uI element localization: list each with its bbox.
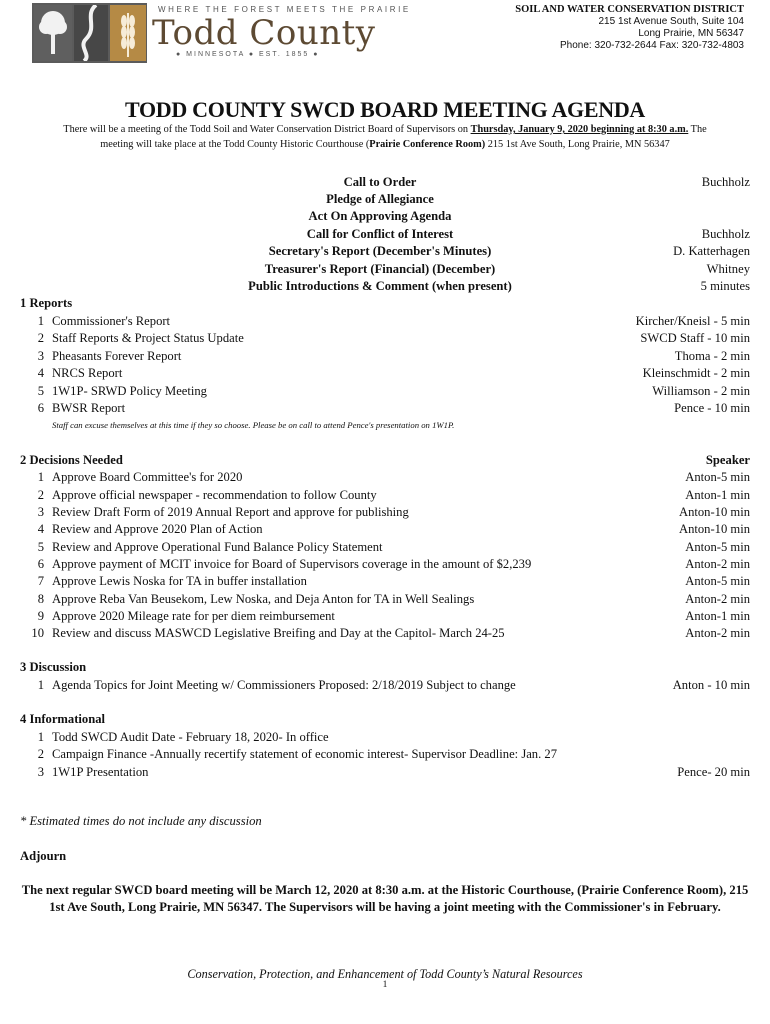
item-number: 1 [37, 314, 44, 328]
item-number: 10 [31, 626, 44, 640]
section-heading-informational: 4 Informational [20, 712, 106, 726]
opening-speaker: 5 minutes [700, 279, 750, 293]
agenda-item: Approve Reba Van Beusekom, Lew Noska, and Deja Anton for TA in Well Sealings [52, 592, 475, 606]
opening-item: Call to Order [343, 175, 417, 189]
item-number: 7 [37, 574, 44, 588]
agenda-item: Agenda Topics for Joint Meeting w/ Commissioners Proposed: 2/18/2019 Subject to change [52, 678, 516, 692]
agenda-item: Approve payment of MCIT invoice for Board of Supervisors coverage in the amount of $2,239 [52, 557, 532, 571]
intro-text: meeting will take place at the Todd County Historic Courthouse ( [100, 139, 370, 150]
speaker-heading: Speaker [705, 453, 750, 467]
item-speaker: Anton-2 min [685, 557, 750, 571]
item-speaker: Pence- 20 min [677, 765, 750, 779]
page-title: TODD COUNTY SWCD BOARD MEETING AGENDA [124, 97, 646, 122]
item-number: 4 [37, 522, 44, 536]
logo-emblem-icon [34, 5, 146, 61]
item-number: 3 [37, 349, 44, 363]
intro-line1 [20, 122, 750, 137]
org-phone-fax: Phone: 320-732-2644 Fax: 320-732-4803 [559, 40, 744, 51]
item-number: 8 [37, 592, 44, 606]
agenda-item: 1W1P Presentation [52, 765, 149, 779]
item-speaker: Anton-5 min [685, 574, 750, 588]
item-number: 3 [37, 505, 44, 519]
section-heading-discussion: 3 Discussion [20, 660, 87, 674]
item-number: 5 [37, 384, 44, 398]
item-number: 3 [37, 765, 44, 779]
opening-speaker: Buchholz [701, 175, 750, 189]
item-speaker: Anton-10 min [678, 522, 750, 536]
item-number: 6 [37, 401, 44, 415]
item-speaker: Anton-1 min [685, 488, 750, 502]
agenda-item: Approve official newspaper - recommendation to follow County [52, 488, 377, 502]
org-address-line2: Long Prairie, MN 56347 [638, 28, 744, 39]
agenda-item: Review and Approve Operational Fund Balance Policy Statement [52, 540, 383, 554]
estimated-times-note: * Estimated times do not include any discussion [20, 814, 262, 828]
agenda-item: BWSR Report [52, 401, 126, 415]
item-number: 1 [37, 730, 44, 744]
item-speaker: Kleinschmidt - 2 min [642, 366, 750, 380]
meeting-room: Prairie Conference Room) [369, 139, 486, 150]
item-number: 2 [37, 488, 44, 502]
opening-item: Pledge of Allegiance [326, 192, 434, 206]
item-number: 5 [37, 540, 44, 554]
item-speaker: Pence - 10 min [674, 401, 750, 415]
agenda-item: Approve 2020 Mileage rate for per diem reimbursement [52, 609, 335, 623]
agenda-item: Review Draft Form of 2019 Annual Report and approve for publishing [52, 505, 409, 519]
item-speaker: Kircher/Kneisl - 5 min [635, 314, 750, 328]
opening-item: Call for Conflict of Interest [306, 227, 454, 241]
item-speaker: Anton-2 min [685, 626, 750, 640]
agenda-item: NRCS Report [52, 366, 123, 380]
page-number: 1 [382, 980, 388, 990]
item-speaker: Anton-1 min [685, 609, 750, 623]
meeting-date: Thursday, January 9, 2020 beginning at 8:30 a.m. [470, 124, 689, 135]
opening-speaker: D. Katterhagen [673, 244, 750, 258]
logo-tagline: WHERE THE FOREST MEETS THE PRAIRIE [158, 5, 411, 14]
opening-speaker: Buchholz [701, 227, 750, 241]
item-speaker: Thoma - 2 min [674, 349, 750, 363]
opening-item: Public Introductions & Comment (when present) [248, 279, 512, 293]
opening-item: Act On Approving Agenda [308, 209, 452, 223]
intro-text: 215 1st Ave South, Long Prairie, MN 56347 [485, 139, 670, 150]
agenda-item: Approve Board Committee's for 2020 [52, 470, 243, 484]
org-address-line1: 215 1st Avenue South, Suite 104 [598, 16, 744, 27]
opening-item: Secretary's Report (December's Minutes) [268, 244, 492, 258]
agenda-item: Staff Reports & Project Status Update [52, 331, 244, 345]
item-number: 4 [37, 366, 44, 380]
reports-note: Staff can excuse themselves at this time if they so choose. Please be on call to attend Pence's presentation on 1W1P. [52, 420, 455, 430]
item-speaker: Anton-5 min [685, 540, 750, 554]
agenda-item: Campaign Finance -Annually recertify statement of economic interest- Supervisor Deadline: Jan. 27 [52, 747, 557, 761]
agenda-item: Review and Approve 2020 Plan of Action [52, 522, 263, 536]
intro-text: The [688, 124, 707, 135]
item-speaker: SWCD Staff - 10 min [640, 331, 750, 345]
logo-subline: ● MINNESOTA ● EST. 1855 ● [176, 51, 320, 58]
intro-text: There will be a meeting of the Todd Soil and Water Conservation District Board of Supervisors on [63, 124, 471, 135]
item-speaker: Anton-2 min [685, 592, 750, 606]
agenda-item: Pheasants Forever Report [52, 349, 182, 363]
next-meeting-notice: The next regular SWCD board meeting will be March 12, 2020 at 8:30 a.m. at the Historic Courthouse, (Prairie Conference Room), 215 1st Ave South, Long Prairie, MN 56347. The Supervisors will be having a joint meeting with the Commissioner's in February. [21, 883, 749, 915]
logo-county-name: Todd County [152, 13, 376, 53]
item-number: 6 [37, 557, 44, 571]
item-number: 1 [37, 470, 44, 484]
adjourn-heading: Adjourn [20, 849, 67, 863]
footer-slogan: Conservation, Protection, and Enhancement of Todd County’s Natural Resources [187, 967, 583, 981]
agenda-item: Todd SWCD Audit Date - February 18, 2020- In office [52, 730, 329, 744]
item-speaker: Anton - 10 min [672, 678, 750, 692]
opening-speaker: Whitney [706, 262, 750, 276]
item-speaker: Williamson - 2 min [652, 384, 750, 398]
item-number: 9 [37, 609, 44, 623]
agenda-item: Approve Lewis Noska for TA in buffer installation [52, 574, 307, 588]
item-speaker: Anton-5 min [685, 470, 750, 484]
item-number: 2 [37, 747, 44, 761]
agenda-item: Commissioner's Report [52, 314, 171, 328]
intro-line2 [20, 137, 750, 152]
org-name: SOIL AND WATER CONSERVATION DISTRICT [515, 4, 744, 15]
item-number: 1 [37, 678, 44, 692]
agenda-item: Review and discuss MASWCD Legislative Breifing and Day at the Capitol- March 24-25 [52, 626, 505, 640]
section-heading-reports: 1 Reports [20, 296, 73, 310]
opening-item: Treasurer's Report (Financial) (December) [264, 262, 496, 276]
section-heading-decisions: 2 Decisions Needed [20, 453, 123, 467]
agenda-item: 1W1P- SRWD Policy Meeting [52, 384, 207, 398]
item-number: 2 [37, 331, 44, 345]
item-speaker: Anton-10 min [678, 505, 750, 519]
